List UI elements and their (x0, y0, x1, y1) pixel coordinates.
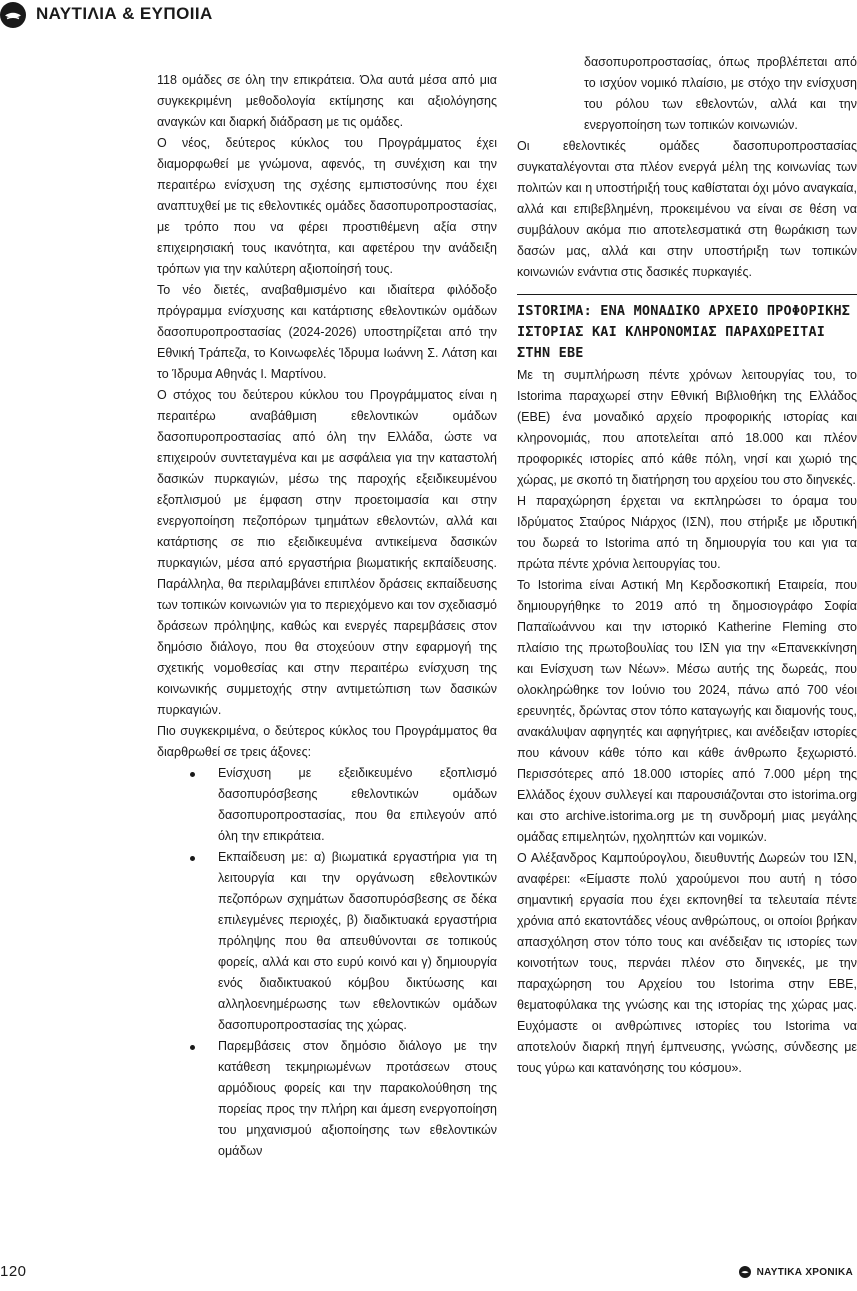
page-header (0, 0, 857, 32)
list-item (157, 847, 497, 1036)
section-title: ΝΑΥΤΙΛΙΑ & ΕΥΠΟΙΙΑ (36, 4, 213, 23)
section-heading: ISTORIMA: ΕΝΑ ΜΟΝΑΔΙΚΟ ΑΡΧΕΙΟ ΠΡΟΦΟΡΙΚΗΣ ΙΣΤΟΡΙΑΣ ΚΑΙ ΚΛΗΡΟΝΟΜΙΑΣ ΠΑΡΑΧΩΡΕΙΤΑΙ ΣΤΗΝ ΕΒΕ (517, 303, 851, 361)
section-divider (517, 294, 857, 295)
bullet-icon (190, 772, 195, 777)
paragraph: 118 ομάδες σε όλη την επικράτεια. Όλα αυτά μέσα από μια συγκεκριμένη μεθοδολογία εκτίμησης και αξιολόγησης αναγκών και διαρκή διάδραση με τις ομάδες. (157, 73, 497, 129)
paragraph: Οι εθελοντικές ομάδες δασοπυροπροστασίας συγκαταλέγονται στα πλέον ενεργά μέλη της κοινωνίας των πολιτών και η υποστήριξή τους καθίσταται όχι μόνο αναγκαία, αλλά και επιβεβλημένη, προκειμένου να είναι σε θέση να συμβάλουν ακόμα πιο αποτελεσματικά στη θωράκιση των δασών μας, αλλά και στην υποστήριξη των τοπικών κοινωνιών ενάντια στις δασικές πυρκαγιές. (517, 139, 857, 279)
bullet-icon (190, 856, 195, 861)
paragraph: Ο Αλέξανδρος Καμπούρογλου, διευθυντής Δωρεών του ΙΣΝ, αναφέρει: «Είμαστε πολύ χαρούμενοι που αυτή η τόσο σημαντική εργασία που έχει εκπονηθεί τα τελευταία πέντε χρόνια από εκατοντάδες νέους ανθρώπους, οι οποίοι βρήκαν απασχόληση στον τόπο τους και ανέδειξαν τις ιστορίες των κοινοτήτων τους, περνάει πλέον στο διηνεκές, με την παραχώρηση του Αρχείου του Istorima στην ΕΒΕ, θεματοφύλακα της γνώσης και της ιστορίας της χώρας μας. Ευχόμαστε οι ανθρώπινες ιστορίες του Istorima να αποτελούν διαρκή πηγή έμπνευσης, γνώσης, σύνδεσης με τους γύρω και κατανόησης του κόσμου». (517, 851, 857, 1075)
right-column (517, 52, 857, 1079)
paragraph: Ο στόχος του δεύτερου κύκλου του Προγράμματος είναι η περαιτέρω αναβάθμιση εθελοντικών ομάδων δασοπυροπροστασίας από όλη την Ελλάδα, ώστε να επιχειρούν συντεταγμένα και με ασφάλεια για την καταστολή δασικών πυρκαγιών, μέσω της παροχής εξειδικευμένου εξοπλισμού με έμφαση στην προετοιμασία και στην ενεργοποίηση πεζοπόρων τμημάτων εθελοντών, αλλά και κατάρτισης σε πιο εξειδικευμένα αντικείμενα δασικών πυρκαγιών, μέσα από εργαστήρια βιωματικής εκπαίδευσης. Παράλληλα, θα περιλαμβάνει επιπλέον δράσεις εκπαίδευσης των τοπικών κοινωνιών για το περιεχόμενο και τον σχεδιασμό δράσεων πρόληψης, καθώς και ενεργές παρεμβάσεις στον δημόσιο διάλογο, που θα στοχεύουν στην εφαρμογή της σχετικής νομοθεσίας και στην περαιτέρω ενίσχυση της κοινωνικής συμμετοχής στην αντιμετώπιση των δασικών πυρκαγιών. (157, 388, 497, 717)
list-item-text: Παρεμβάσεις στον δημόσιο διάλογο με την κατάθεση τεκμηριωμένων προτάσεων στους αρμόδιους φορείς και την παρακολούθηση της πορείας προς την πλήρη και άμεση ενεργοποίηση του μηχανισμού αξιοποίησης των εθελοντικών ομάδων (218, 1039, 497, 1158)
paragraph: Ο νέος, δεύτερος κύκλος του Προγράμματος έχει διαμορφωθεί με γνώμονα, αφενός, τη συνέχιση και την περαιτέρω ενίσχυση της σχέσης εμπιστοσύνης που έχει αναπτυχθεί με τις εθελοντικές ομάδες δασοπυροπροστασίας, με τρόπο που να φέρει προστιθέμενη αξία στην επιχειρησιακή τους ικανότητα, και αφετέρου την ανάδειξη τρόπων για την καλύτερη αξιοποίησή τους. (157, 136, 497, 276)
page-number: 120 (0, 1263, 27, 1280)
bullet-icon (190, 1045, 195, 1050)
list-item-text: Ενίσχυση με εξειδικευμένο εξοπλισμό δασοπυρόσβεσης εθελοντικών ομάδων δασοπυροπροστασίας, που θα επιλεγούν από όλη την επικράτεια. (218, 766, 497, 843)
footer-brand (739, 1266, 853, 1278)
list-item (157, 763, 497, 847)
brand-logo-icon (739, 1266, 751, 1278)
paragraph: Το Istorima είναι Αστική Μη Κερδοσκοπική Εταιρεία, που δημιουργήθηκε το 2019 από τη δημοσιογράφο Σοφία Παπαϊωάννου και την ιστορικό Katherine Fleming στο πλαίσιο της πρωτοβουλίας του ΙΣΝ για την «Επανεκκίνηση και Ενίσχυση των Νέων». Μέσω αυτής της δωρεάς, που ολοκληρώθηκε τον Ιούνιο του 2024, πάνω από 700 νέοι ερευνητές, δρώντας στον τόπο καταγωγής και διαμονής τους, ανακάλυψαν αφηγητές και αφηγήτριες, και ανέδειξαν ιστορίες που κάνουν κάθε τόπο και κάθε άνθρωπο ξεχωριστό. Περισσότερες από 18.000 ιστορίες από 7.000 μέρη της Ελλάδος έχουν συλλεγεί και παρουσιάζονται στο istorima.org και στο archive.istorima.org με τη συνδρομή μιας μεγάλης ομάδας επιμελητών, ηχοληπτών και νομικών. (517, 578, 857, 844)
bullet-continuation: δασοπυροπροστασίας, όπως προβλέπεται από το ισχύον νομικό πλαίσιο, με στόχο την ενίσχυση του ρόλου των εθελοντών, αλλά και την ενεργοποίηση των τοπικών κοινωνιών. (584, 55, 857, 132)
list-item-text: Εκπαίδευση με: α) βιωματικά εργαστήρια για τη λειτουργία και την οργάνωση εθελοντικών πεζοπόρων σχημάτων δασοπυρόσβεσης σε δέκα επιλεγμένες περιοχές, β) διαδικτυακά εργαστήρια πρόληψης που θα απευθύνονται σε τοπικούς φορείς, αλλά και στο ευρύ κοινό και γ) δημιουργία ενός διαδικτυακού κόμβου δικτύωσης και αλληλοενημέρωσης των εθελοντικών ομάδων δασοπυροπροστασίας της χώρας. (218, 850, 497, 1032)
brand-logo-icon (0, 2, 26, 28)
paragraph: Πιο συγκεκριμένα, ο δεύτερος κύκλος του Προγράμματος θα διαρθρωθεί σε τρεις άξονες: (157, 724, 497, 759)
list-item (157, 1036, 497, 1162)
bullet-list (157, 763, 497, 1162)
paragraph: Η παραχώρηση έρχεται να εκπληρώσει το όραμα του Ιδρύματος Σταύρος Νιάρχος (ΙΣΝ), που στήριξε με ιδρυτική του δωρεά το Istorima από τη δημιουργία του και για τα πρώτα πέντε χρόνια λειτουργίας του. (517, 494, 857, 571)
brand-name: ΝΑΥΤΙΚΑ ΧΡΟΝΙΚΑ (756, 1266, 853, 1278)
left-column (157, 70, 497, 1162)
paragraph: Με τη συμπλήρωση πέντε χρόνων λειτουργίας του, το Istorima παραχωρεί στην Εθνική Βιβλιοθήκη της Ελλάδος (ΕΒΕ) ένα μοναδικό αρχείο προφορικής ιστορίας και κληρονομιάς, που αποτελείται από 18.000 και πλέον προφορικές ιστορίες από κάθε πόλη, νησί και χωριό της χώρας, με σκοπό τη διατήρηση του αρχείου του στο διηνεκές. (517, 368, 857, 487)
paragraph: Το νέο διετές, αναβαθμισμένο και ιδιαίτερα φιλόδοξο πρόγραμμα ενίσχυσης και κατάρτισης εθελοντικών ομάδων δασοπυροπροστασίας (2024-2026) υποστηρίζεται από την Εθνική Τράπεζα, το Κοινωφελές Ίδρυμα Ιωάννη Σ. Λάτση και το Ίδρυμα Αθηνάς Ι. Μαρτίνου. (157, 283, 497, 381)
